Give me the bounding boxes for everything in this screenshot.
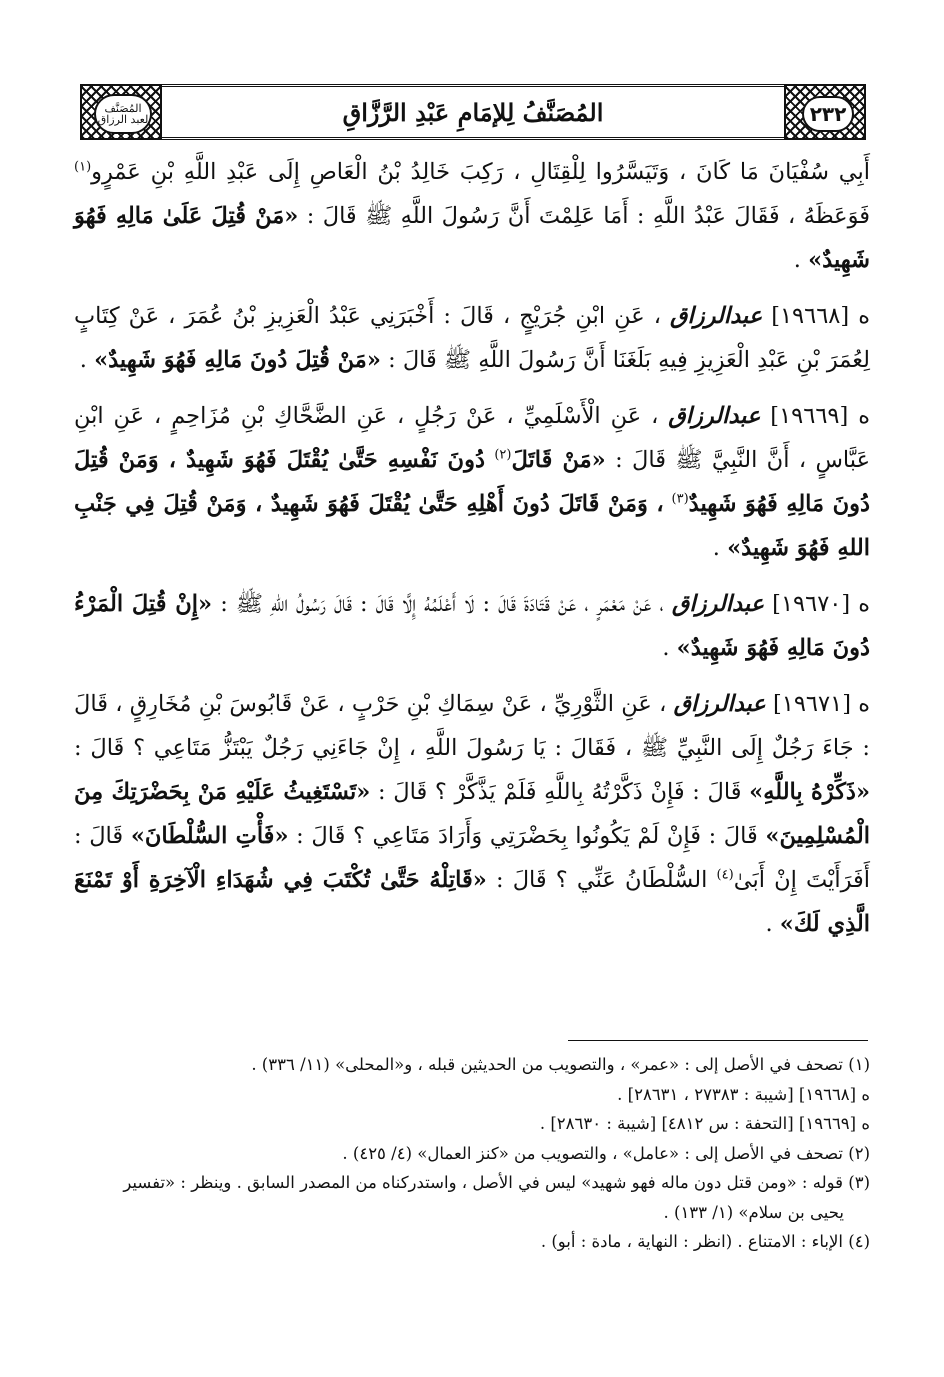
hadith-quote: «إِنْ قُتِلَ الْمَرْءُ دُونَ مَالِهِ فَهُوَ شَهِيدٌ» <box>74 591 870 661</box>
hadith-quote: «مَنْ قُتِلَ دُونَ مَالِهِ فَهُوَ شَهِيدٌ» <box>94 347 381 373</box>
author-name: عبدالرزاق <box>668 403 761 429</box>
text: ، عَنِ ابْنِ جُرَيْجٍ ، قَالَ : أَخْبَرَنِي عَبْدُ الْعَزِيزِ بْنُ عُمَرَ ، عَنْ كِتَابٍ لِعُمَرَ بْنِ عَبْدِ الْعَزِيزِ فِيهِ بَلَغَنَا أَنَّ رَسُولَ اللَّهِ ﷺ قَالَ : <box>74 303 870 373</box>
footnote-source-19669: ه [١٩٦٦٩] [التحفة : س ٤٨١٢] [شيبة : ٢٨٦٣٠] . <box>539 1114 870 1133</box>
page-number: ٢٣٢ <box>802 96 854 132</box>
text: فَوَعَظَهُ ، فَقَالَ عَبْدُ اللَّهِ : أَمَا عَلِمْتَ أَنَّ رَسُولَ اللَّهِ ﷺ قَالَ : <box>306 203 870 229</box>
hadith-quote: «مَنْ قَاتَلَ <box>511 447 606 473</box>
text: . <box>765 911 780 937</box>
text: ، عَنْ مَعْمَرٍ ، عَنْ قَتَادَةَ قَالَ : لَا أَعْلَمُهُ إِلَّا قَالَ : قَالَ رَسُولُ اللهِ ﷺ : <box>220 591 664 617</box>
hadith-quote: «ذَكِّرْهُ بِاللَّهِ» <box>749 779 871 805</box>
hadith-quote: «فَأْتِ السُّلْطَانَ» <box>130 823 289 849</box>
hadith-19670 <box>74 582 870 670</box>
footnotes <box>74 1050 870 1257</box>
footnote-3-line2: يحيى بن سلام» (١/ ١٣٣) . <box>663 1202 844 1222</box>
author-name: عبدالرزاق <box>673 691 766 717</box>
header-ornament-right <box>784 84 866 140</box>
book-badge-logo: المُصَنَّف لعبد الرزاق <box>94 94 152 134</box>
hadith-quote: دُونَ نَفْسِهِ حَتَّىٰ يُقْتَلَ فَهُوَ شَهِيدٌ ، وَمَنْ قُتِلَ دُونَ مَالِهِ فَهُوَ شَهِيدٌ <box>74 447 871 517</box>
footnote-divider <box>568 1040 868 1041</box>
hadith-19671 <box>74 682 870 946</box>
header-title-band <box>162 84 784 140</box>
text: قَالَ : فَإِنْ ذَكَّرْتُهُ بِاللَّهِ فَلَمْ يَذَّكَّرْ ؟ قَالَ : <box>378 779 742 805</box>
hadith-number: ه [١٩٦٧٠] <box>772 591 871 617</box>
hadith-quote: ، وَمَنْ قَاتَلَ دُونَ أَهْلِهِ حَتَّىٰ يُقْتَلَ فَهُوَ شَهِيدٌ ، وَمَنْ قُتِلَ فِي جَنْبِ اللهِ فَهُوَ شَهِيدٌ» <box>74 491 870 561</box>
header-ornament-left <box>80 84 162 140</box>
footnote-3-line1: (٣) قوله : «ومن قتل دون ماله فهو شهيد» ليس في الأصل ، واستدركناه من المصدر السابق . وينظر : «تفسير <box>123 1173 870 1192</box>
text: ، عَنِ الْأَسْلَمِيِّ ، عَنْ رَجُلٍ ، عَنِ الضَّحَّاكِ بْنِ مُزَاحِمٍ ، عَنِ ابْنِ عَبَّاسٍ ، أَنَّ النَّبِيَّ ﷺ قَالَ : <box>74 403 870 473</box>
running-title: المُصَنَّفُ لِلإمَامِ عَبْدِ الرَّزَّاقِ <box>342 97 604 127</box>
hadith-quote: «قَاتِلْهُ حَتَّىٰ تُكْتَبَ فِي شُهَدَاءِ الْآخِرَةِ أَوْ تَمْنَعَ الَّذِي لَكَ» <box>74 867 870 937</box>
text: . <box>79 347 95 373</box>
footnote-4: (٤) الإباء : الامتناع . (انظر : النهاية ، مادة : أبو) . <box>540 1232 870 1251</box>
text: ، عَنِ الثَّوْرِيِّ ، عَنْ سِمَاكِ بْنِ حَرْبٍ ، عَنْ قَابُوسَ بْنِ مُخَارِقٍ ، قَالَ : جَاءَ رَجُلٌ إِلَى النَّبِيِّ ﷺ ، فَقَالَ : يَا رَسُولَ اللَّهِ ، إِنْ جَاءَنِي رَجُلٌ يَبْتَزُّ مَتَاعِي ؟ قَالَ : <box>74 691 870 761</box>
hadith-number: ه [١٩٦٦٩] <box>770 403 870 429</box>
paragraph-continuation <box>74 150 870 282</box>
footnote-ref: (٤) <box>716 867 734 883</box>
main-text <box>74 150 870 958</box>
hadith-quote: «تَسْتَغِيثُ عَلَيْهِ مَنْ بِحَضْرَتِكَ مِنَ الْمُسْلِمِينَ» <box>74 779 871 849</box>
footnote-ref: (٢) <box>494 447 512 463</box>
hadith-19669 <box>74 394 870 570</box>
hadith-number: ه [١٩٦٦٨] <box>771 303 871 329</box>
text: أَبِي سُفْيَانَ مَا كَانَ ، وَتَيَسَّرُوا لِلْقِتَالِ ، رَكِبَ خَالِدُ بْنُ الْعَاصِ إِلَى عَبْدِ اللَّهِ بْنِ عَمْرٍو <box>91 159 870 185</box>
footnote-source-19668: ه [١٩٦٦٨] [شيبة : ٢٧٣٨٣ ، ٢٨٦٣١] . <box>617 1084 870 1104</box>
text: السُّلْطَانُ عَنِّي ؟ قَالَ : <box>495 867 708 893</box>
footnote-1: (١) تصحف في الأصل إلى : «عمر» ، والتصويب من الحديثين قبله ، و«المحلى» (١١/ ٣٣٦) . <box>251 1055 870 1074</box>
text: . <box>662 635 677 661</box>
hadith-quote: «مَنْ قُتِلَ عَلَىٰ مَالِهِ فَهُوَ شَهِيدٌ» <box>74 203 870 273</box>
author-name: عبدالرزاق <box>670 303 763 329</box>
text: قَالَ : فَإِنْ لَمْ يَكُونُوا بِحَضْرَتِي وَأَرَادَ مَتَاعِي ؟ قَالَ : <box>296 823 758 849</box>
hadith-number: ه [١٩٦٧١] <box>772 691 870 717</box>
text: . <box>793 247 809 273</box>
footnote-ref: (١) <box>74 159 92 175</box>
footnote-ref: (٣) <box>671 491 689 507</box>
page-header <box>80 84 866 140</box>
text: . <box>712 535 728 561</box>
hadith-19668 <box>74 294 870 382</box>
author-name: عبدالرزاق <box>671 591 765 617</box>
footnote-2: (٢) تصحف في الأصل إلى : «عامل» ، والتصويب من «كنز العمال» (٤/ ٤٢٥) . <box>342 1143 870 1163</box>
footnote-3 <box>74 1168 870 1227</box>
text: قَالَ : أَفَرَأَيْتَ إِنْ أَبَىٰ <box>74 823 871 893</box>
